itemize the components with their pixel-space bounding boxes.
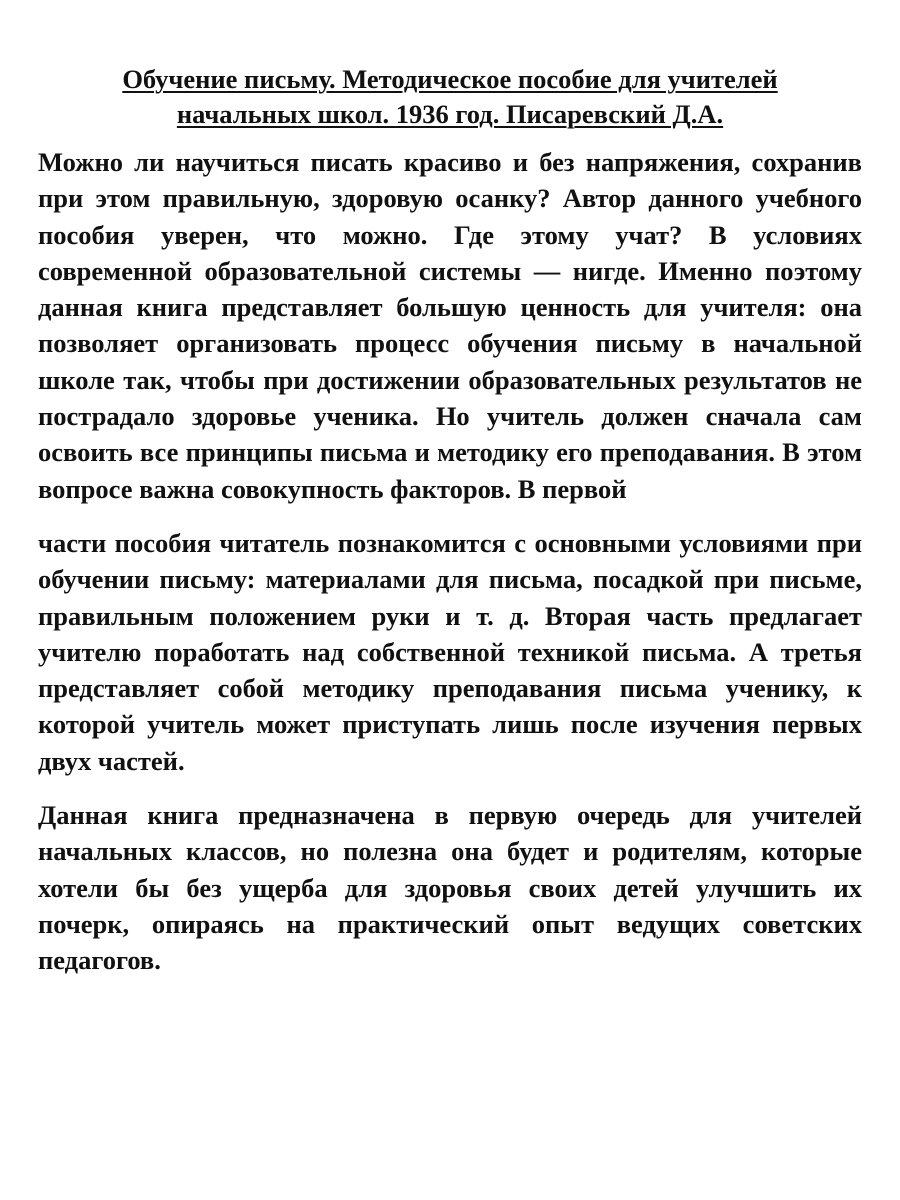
document-title-line-2: начальных школ. 1936 год. Писаревский Д.А. [176,99,724,129]
paragraph-parts: части пособия читатель познакомится с основными условиями при обучении письму: материалами для письма, посадкой при письме, правильным положением руки и т. д. Вторая часть предлагает учителю поработать над собственной техникой письма. А третья представляет собой методику преподавания письма ученику, к которой учитель может приступать лишь после изучения первых двух частей. [38,527,862,776]
paragraph-intro: Можно ли научиться писать красиво и без напряжения, сохранив при этом правильную, здоровую осанку? Автор данного учебного пособия уверен, что можно. Где этому учат? В условиях современной образовательной системы — нигде. Именно поэтому данная книга представляет большую ценность для учителя: она позволяет организовать процесс обучения письму в начальной школе так, чтобы при достижении образовательных результатов не пострадало здоровье ученика. Но учитель должен сначала сам освоить все принципы письма и методику его преподавания. В этом вопросе важна совокупность факторов. В первой [38,147,862,504]
document-title-line-1: Обучение письму. Методическое пособие для учителей [122,64,778,94]
paragraph-audience: Данная книга предназначена в первую очередь для учителей начальных классов, но полезна она будет и родителям, которые хотели бы без ущерба для здоровья своих детей улучшить их почерк, опираясь на практический опыт ведущих советских педагогов. [38,800,862,976]
document-title [38,62,862,132]
